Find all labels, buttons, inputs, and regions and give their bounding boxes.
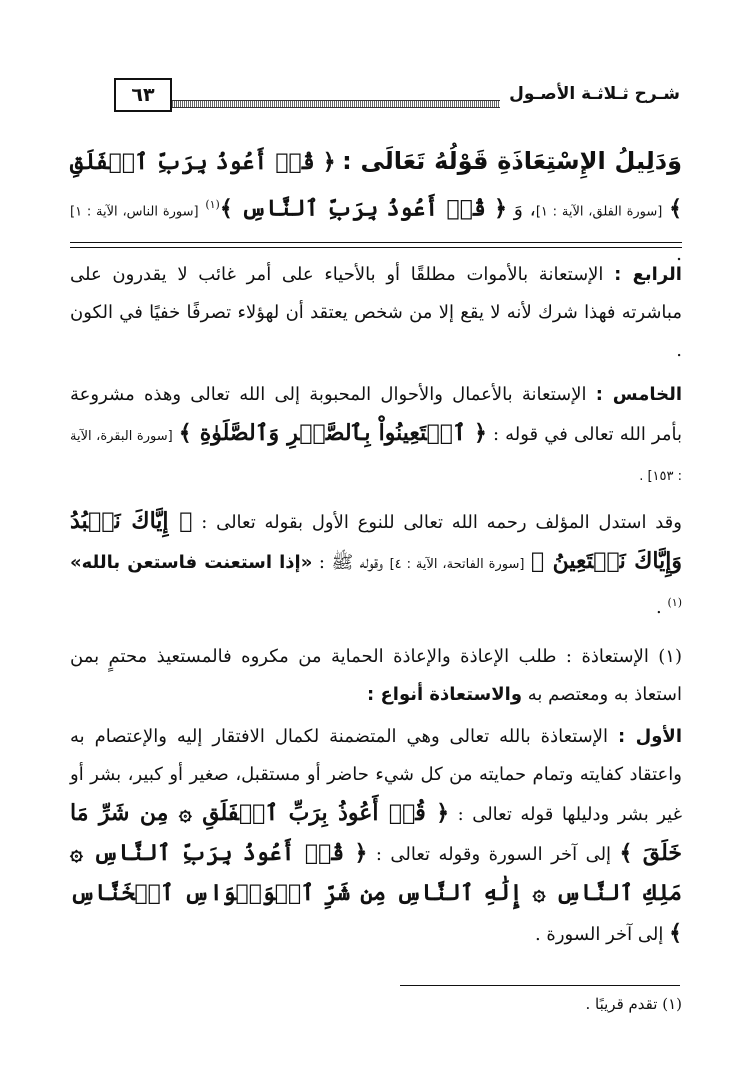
- quran-verse-nas: ﴿ قُلۡ أَعُوذُ بِرَبِّ ٱلنَّاسِ ﴾: [219, 195, 508, 222]
- sentence-end: .: [675, 243, 682, 266]
- citation-nas: [سورة الناس، الآية : ١]: [70, 204, 199, 220]
- commentary-body: [70, 256, 682, 633]
- running-header: [100, 86, 680, 116]
- label-fourth: الرابع :: [614, 264, 682, 285]
- quran-verse-falaq-2: ﴿ قُلۡ أَعُوذُ بِرَبِّ ٱلۡفَلَقِ ۞ مِن شَرِّ مَا خَلَقَ ﴾: [70, 800, 683, 866]
- text-fourth: الإستعانة بالأموات مطلقًا أو بالأحياء على أمر غائب لا يقدرون على مباشرته فهذا شرك لأنه لا يقع إلا من شخص يعتقد أن لهؤلاء تصرفًا خفيًا في الكون .: [70, 264, 682, 361]
- quran-verse-falaq: ﴿ قُلۡ أَعُوذُ بِرَبِّ ٱلۡفَلَقِ ﴾: [70, 149, 682, 222]
- hadith-quote: «إذا استعنت فاستعن بالله»: [70, 552, 313, 573]
- footnote-marker: (١): [205, 198, 220, 211]
- text-first-end: إلى آخر السورة .: [534, 924, 664, 945]
- label-first: الأول :: [617, 726, 682, 747]
- footnote-rule: [400, 985, 680, 986]
- paragraph-fourth: [70, 256, 682, 370]
- quran-verse-nas-2: ﴿ قُلۡ أَعُوذُ بِرَبِّ ٱلنَّاسِ ۞ مَلِكِ ٱلنَّاسِ ۞ إِلَٰهِ ٱلنَّاسِ مِن شَرِّ ٱلۡوَسۡوَاسِ ٱلۡخَنَّاسِ ﴾: [70, 840, 682, 946]
- note-section: [70, 638, 682, 958]
- text-evidence: وقد استدل المؤلف رحمه الله تعالى للنوع الأول بقوله تعالى :: [201, 512, 682, 533]
- text-hadith-intro: وقوله ﷺ :: [318, 552, 384, 573]
- section-divider: [70, 242, 682, 248]
- footnote: (١) تقدم قريبًا .: [585, 995, 682, 1013]
- citation-baqarah: [سورة البقرة، الآية : ١٥٣] .: [70, 429, 682, 484]
- citation-fatihah: [سورة الفاتحة، الآية : ٤]: [389, 557, 525, 572]
- paragraph-fifth: [70, 376, 682, 496]
- header-rule: [172, 100, 500, 108]
- note-istiadha-text: (١) الإستعاذة : طلب الإعاذة والإعاذة الحماية من مكروه فالمستعيذ محتمٍ بمن استعاذ به ومعتصم به: [70, 646, 682, 705]
- text-fifth: الإستعانة بالأعمال والأحوال المحبوبة إلى الله تعالى وهذه مشروعة بأمر الله تعالى في قوله :: [70, 384, 682, 445]
- footnote-marker-2: (١): [667, 596, 682, 609]
- connector: ، وَ: [513, 198, 536, 221]
- citation-falaq: [سورة الفلق، الآية : ١]: [535, 204, 663, 220]
- quran-verse-fatihah: ﴿ إِيَّاكَ نَعۡبُدُ وَإِيَّاكَ نَسۡتَعِينُ ﴾: [70, 508, 682, 574]
- note-istiadha: [70, 638, 682, 714]
- evidence-intro: وَدَلِيلُ الإِسْتِعَاذَةِ قَوْلُهُ تَعَالَى :: [342, 147, 682, 175]
- sentence-end-2: .: [656, 597, 662, 618]
- book-title: شـرح ثـلاثـة الأصـول: [509, 84, 680, 104]
- quran-verse-baqarah: ﴿ ٱسۡتَعِينُواْ بِٱلصَّبۡرِ وَٱلصَّلَوٰةِ ﴾: [178, 420, 487, 446]
- text-first-mid: إلى آخر السورة وقوله تعالى :: [375, 844, 612, 865]
- label-fifth: الخامس :: [595, 384, 682, 405]
- page-number: ٦٣: [114, 78, 172, 112]
- note-first-type: [70, 718, 682, 954]
- note-types-heading: والاستعاذة أنواع :: [367, 684, 523, 705]
- paragraph-evidence: [70, 502, 682, 627]
- text-first: الإستعاذة بالله تعالى وهي المتضمنة لكمال الافتقار إليه والإعتصام به واعتقاد كفايته وتمام حمايته من كل شيء حاضر أو مستقبل، صغير أو كبير، بشر أو غير بشر ودليلها قوله تعالى :: [70, 726, 682, 825]
